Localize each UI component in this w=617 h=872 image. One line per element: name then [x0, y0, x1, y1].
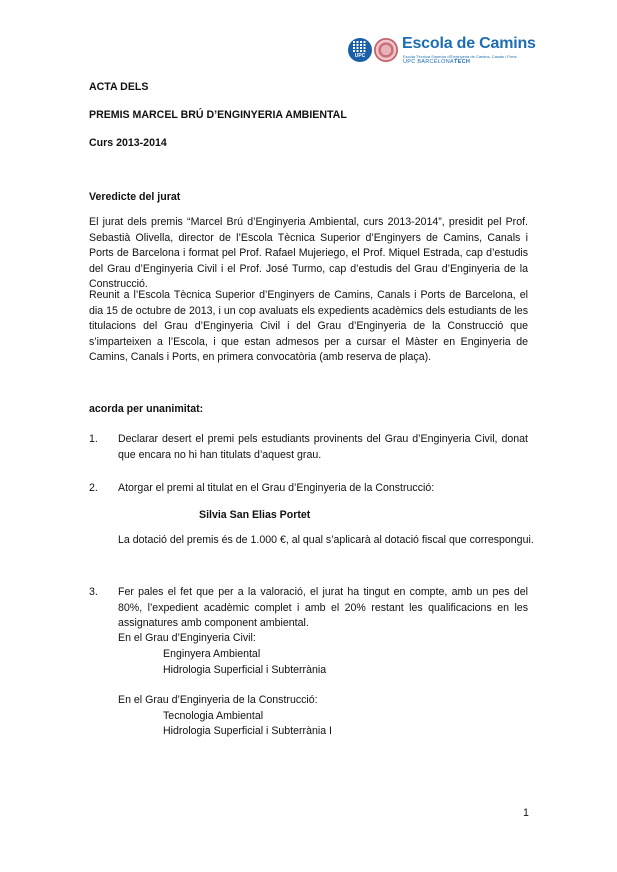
logo-tech-line: UPC BARCELONATECH: [403, 59, 471, 65]
heading-premis: PREMIS MARCEL BRÚ D’ENGINYERIA AMBIENTAL: [89, 109, 347, 121]
item-3-text: Fer pales el fet que per a la valoració, el jurat ha tingut en compte, amb un pes del 80%, l’expedient acadèmic complet i amb el 20% restant les qualificacions en les assignatures amb component ambiental.: [118, 586, 528, 629]
school-seal-icon: [374, 38, 398, 62]
logo-title: Escola de Camins: [402, 35, 536, 52]
upc-logo-icon: [348, 38, 372, 62]
civil-subject: Hidrologia Superficial i Subterrània: [163, 664, 327, 676]
construction-subject: Hidrologia Superficial i Subterrània I: [163, 725, 332, 737]
item-2-text: Atorgar el premi al titulat en el Grau d’Enginyeria de la Construcció:: [118, 482, 435, 494]
item-3-number: 3.: [89, 586, 98, 598]
paragraph-reunit: Reunit a l’Escola Tècnica Superior d’Enginyers de Camins, Canals i Ports de Barcelona, el dia 15 de octubre de 2013, i un cop avaluats els expedients acadèmics dels estudiants de les titulacions del Grau d’Enginyeria Civil i del Grau d’Enginyeria de la Construcció que s’imparteixen a l’Escola, i que estan admesos per a cursar el Màster en Enginyeria de Camins, Canals i Ports, en primera convocatòria (amb reserva de plaça).: [89, 289, 528, 363]
construction-degree-label: En el Grau d’Enginyeria de la Construcció:: [118, 694, 318, 706]
logo-subtitle: Escola Tècnica Superior d'Enginyeria de Camins, Canals i Ports: [403, 54, 517, 59]
civil-subject: Enginyera Ambiental: [163, 648, 261, 660]
prize-text: La dotació del premis és de 1.000 €, al qual s’aplicarà al dotació fiscal que correspongui.: [118, 534, 534, 546]
heading-acta: ACTA DELS: [89, 81, 149, 93]
section-title: Veredicte del jurat: [89, 191, 181, 203]
civil-degree-label: En el Grau d’Enginyeria Civil:: [118, 632, 256, 644]
construction-subject: Tecnologia Ambiental: [163, 710, 264, 722]
paragraph-jurat: El jurat dels premis “Marcel Brú d’Enginyeria Ambiental, curs 2013-2014”, presidit pel Prof. Sebastià Olivella, director de l’Escola Tècnica Superior d’Enginyers de Camins, Canals i Ports de Barcelona i format pel Prof. Rafael Mujeriego, el Prof. Miquel Estrada, cap d’estudis del Grau d’Enginyeria Civil i el Prof. José Turmo, cap d’estudis del Grau d’Enginyeria de la Construcció.: [89, 216, 528, 290]
upc-label: UPC: [354, 53, 366, 59]
winner-name: Silvia San Elias Portet: [199, 509, 311, 521]
agreement-title: acorda per unanimitat:: [89, 403, 204, 415]
heading-curs: Curs 2013-2014: [89, 137, 167, 149]
item-1-text: Declarar desert el premi pels estudiants provinents del Grau d’Enginyeria Civil, donat que encara no hi han titulats d’aquest grau.: [118, 433, 528, 461]
item-2-number: 2.: [89, 482, 98, 494]
item-1-number: 1.: [89, 433, 98, 445]
page-number: 1: [523, 807, 529, 819]
escola-de-camins-logo: [348, 35, 538, 68]
